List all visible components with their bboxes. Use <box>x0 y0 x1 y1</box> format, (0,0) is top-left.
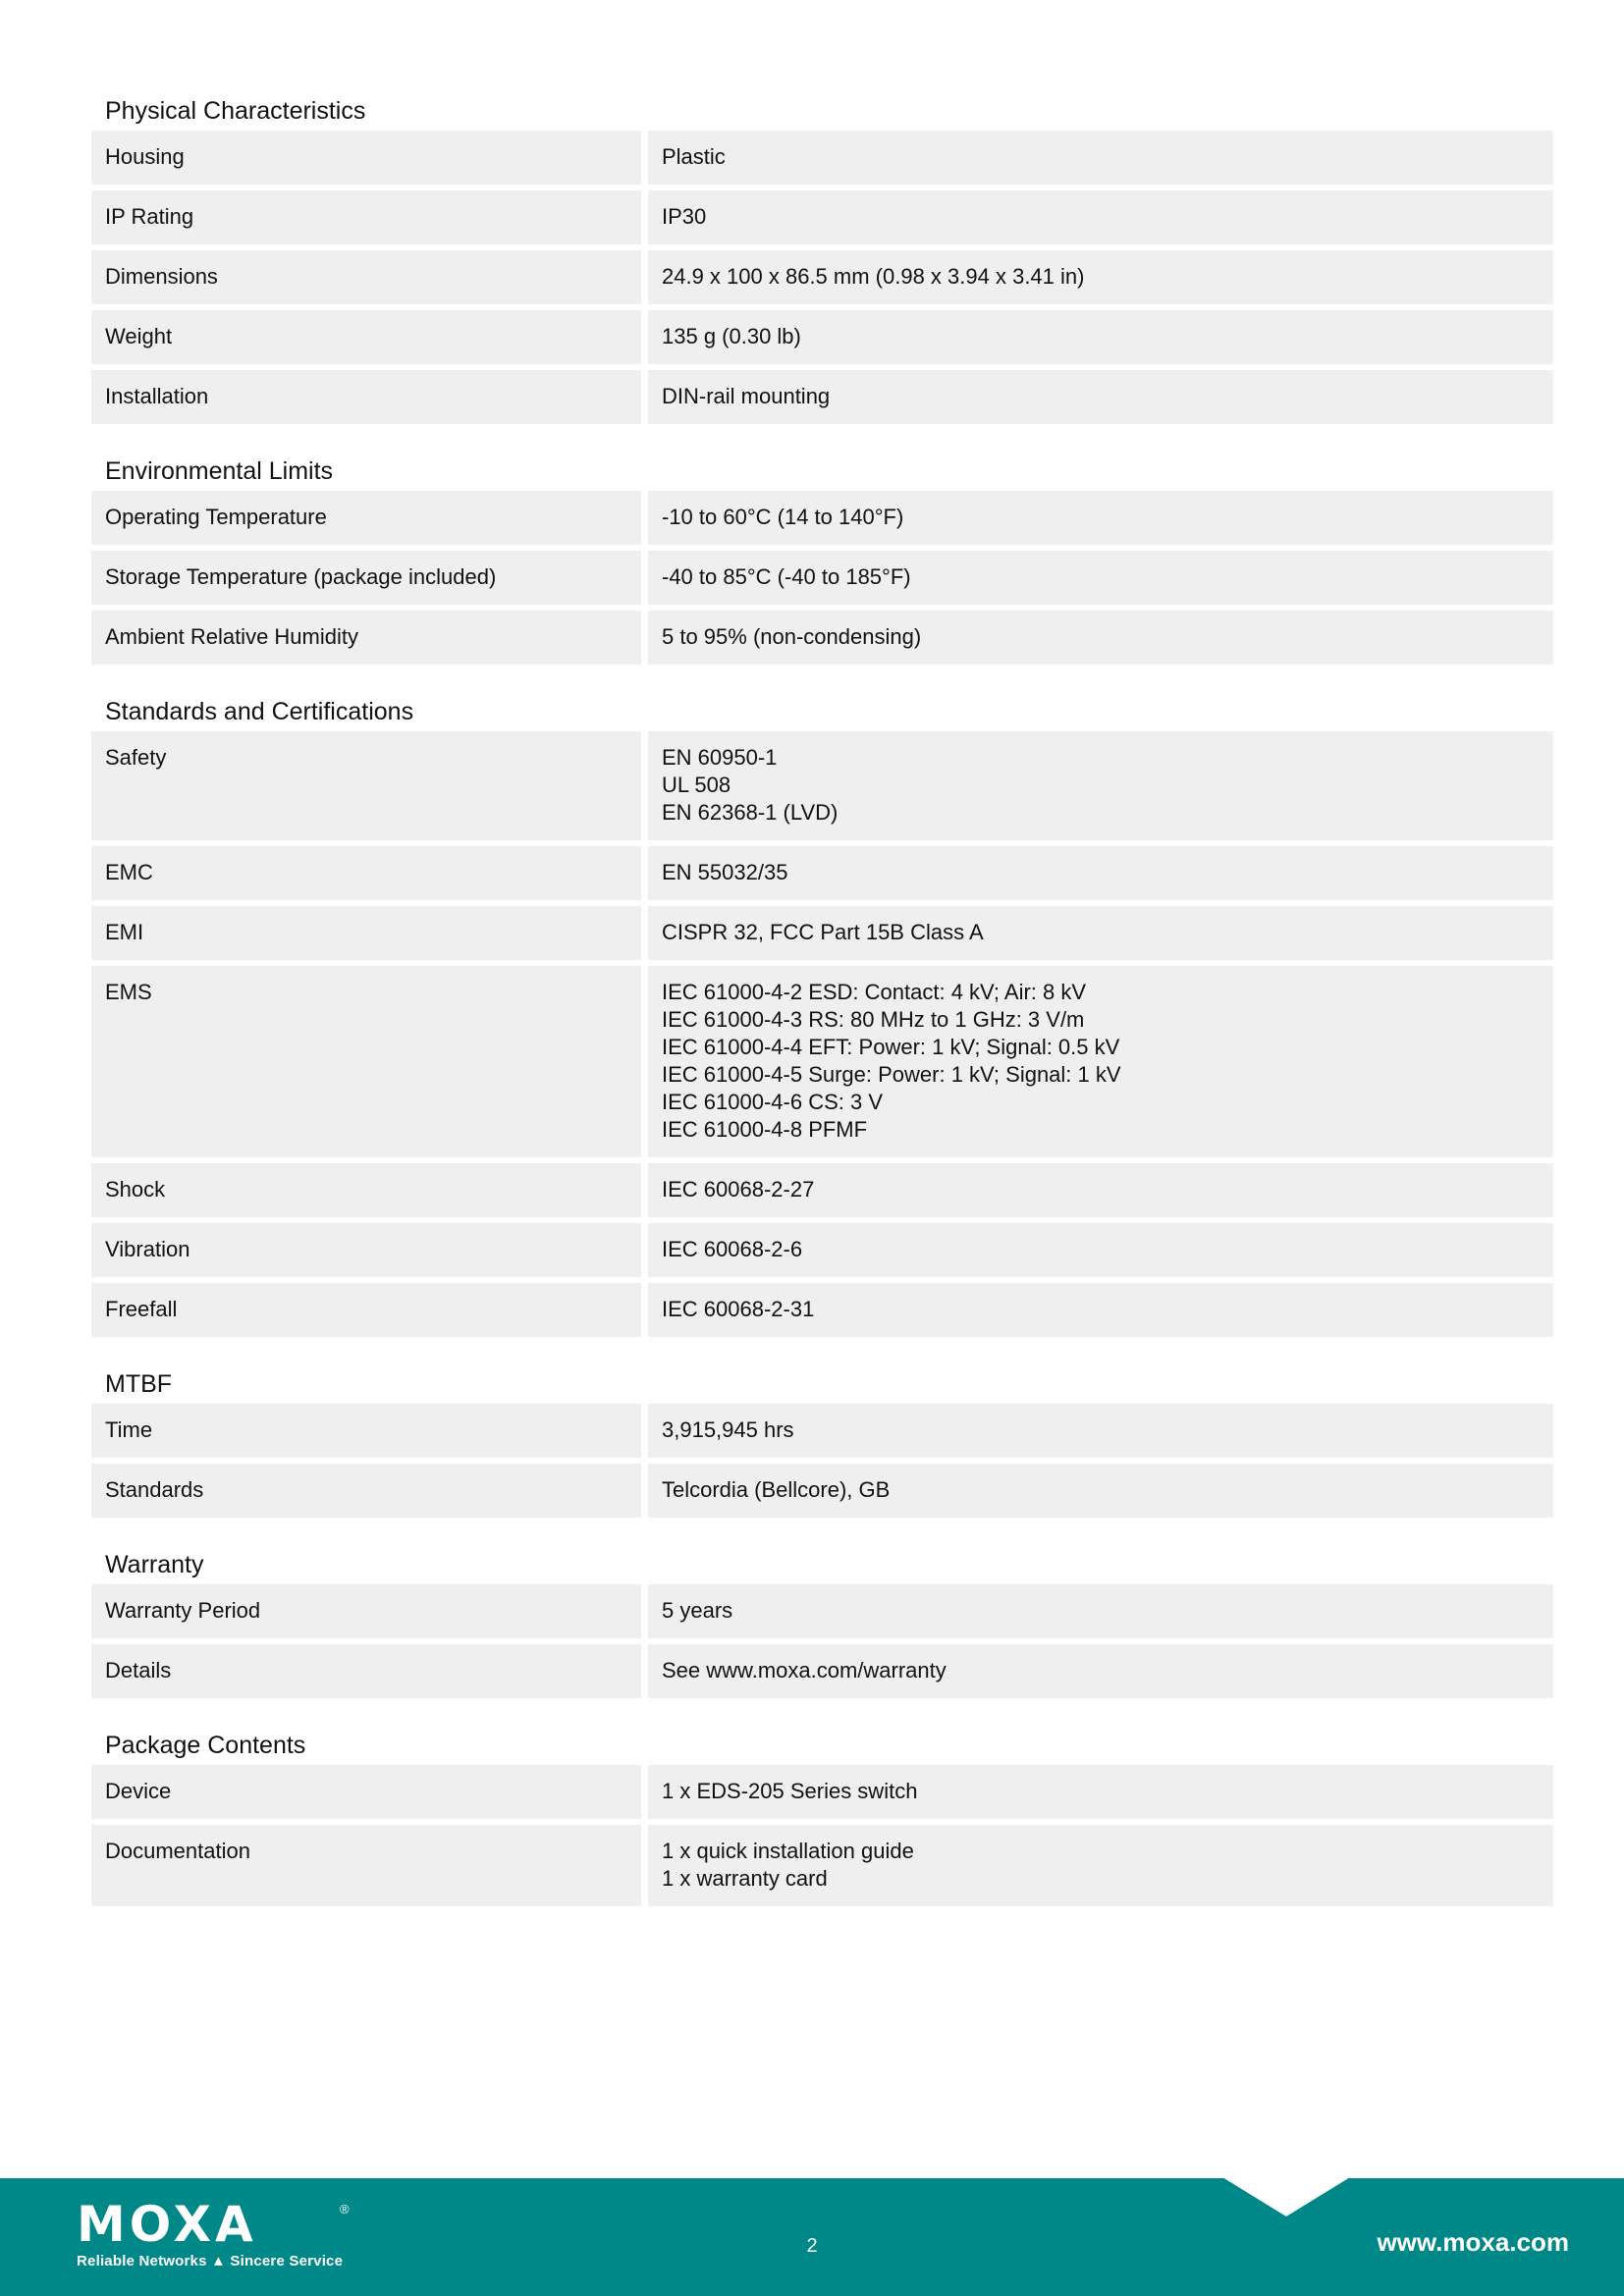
spec-value-line: Plastic <box>662 144 726 169</box>
spec-section <box>91 1728 1553 1906</box>
spec-value-line: IEC 61000-4-5 Surge: Power: 1 kV; Signal: 1 kV <box>662 1062 1121 1087</box>
spec-label: Documentation <box>91 1825 641 1906</box>
spec-section <box>91 1366 1553 1518</box>
spec-value-line: See www.moxa.com/warranty <box>662 1658 947 1682</box>
spec-value-line: IP30 <box>662 204 707 229</box>
spec-value <box>648 1283 1553 1337</box>
section-title: Environmental Limits <box>105 457 334 485</box>
section-title: Package Contents <box>105 1732 306 1759</box>
spec-value-line: Telcordia (Bellcore), GB <box>662 1477 891 1502</box>
spec-value-line: -10 to 60°C (14 to 140°F) <box>662 505 904 529</box>
spec-label: Freefall <box>91 1283 641 1337</box>
spec-row <box>91 1584 1553 1638</box>
spec-value-line: EN 55032/35 <box>662 860 788 884</box>
spec-value <box>648 966 1553 1157</box>
spec-label: Weight <box>91 310 641 364</box>
spec-label: Safety <box>91 731 641 840</box>
spec-label: Storage Temperature (package included) <box>91 551 641 605</box>
spec-row <box>91 250 1553 304</box>
spec-value <box>648 551 1553 605</box>
spec-value-line: UL 508 <box>662 773 731 797</box>
spec-section <box>91 93 1553 424</box>
spec-row <box>91 906 1553 960</box>
spec-value-line: 135 g (0.30 lb) <box>662 324 801 348</box>
section-title: Standards and Certifications <box>105 698 414 725</box>
spec-value <box>648 1464 1553 1518</box>
spec-value <box>648 1825 1553 1906</box>
spec-row <box>91 1163 1553 1217</box>
page-footer <box>0 2178 1624 2296</box>
spec-row <box>91 370 1553 424</box>
footer-notch <box>1222 2177 1350 2216</box>
spec-label: Standards <box>91 1464 641 1518</box>
spec-value <box>648 1765 1553 1819</box>
spec-value <box>648 370 1553 424</box>
spec-label: EMC <box>91 846 641 900</box>
spec-value-line: -40 to 85°C (-40 to 185°F) <box>662 564 911 589</box>
section-title: MTBF <box>105 1370 173 1398</box>
spec-row <box>91 1644 1553 1698</box>
registered-mark: ® <box>340 2202 350 2216</box>
spec-label: Time <box>91 1404 641 1458</box>
spec-label: Installation <box>91 370 641 424</box>
spec-label: Warranty Period <box>91 1584 641 1638</box>
spec-section <box>91 694 1553 1337</box>
spec-value-line: IEC 61000-4-3 RS: 80 MHz to 1 GHz: 3 V/m <box>662 1007 1085 1032</box>
spec-value <box>648 491 1553 545</box>
section-title: Physical Characteristics <box>105 97 366 125</box>
spec-value <box>648 131 1553 185</box>
spec-section <box>91 454 1553 665</box>
spec-value-line: IEC 61000-4-8 PFMF <box>662 1117 868 1142</box>
spec-row <box>91 131 1553 185</box>
spec-label: EMI <box>91 906 641 960</box>
spec-value-line: IEC 60068-2-6 <box>662 1237 803 1261</box>
spec-value-line: DIN-rail mounting <box>662 384 831 408</box>
spec-value <box>648 190 1553 244</box>
spec-value-line: 5 years <box>662 1598 733 1623</box>
spec-row <box>91 731 1553 840</box>
spec-label: Housing <box>91 131 641 185</box>
spec-value-line: 24.9 x 100 x 86.5 mm (0.98 x 3.94 x 3.41 in) <box>662 264 1085 289</box>
spec-row <box>91 310 1553 364</box>
spec-value-line: CISPR 32, FCC Part 15B Class A <box>662 920 984 944</box>
spec-row <box>91 966 1553 1157</box>
spec-value-line: EN 60950-1 <box>662 745 778 770</box>
logo-wordmark: MOXA <box>77 2196 257 2253</box>
logo-tagline: Reliable Networks ▲ Sincere Service <box>77 2253 344 2269</box>
spec-value-line: IEC 61000-4-4 EFT: Power: 1 kV; Signal: 0.5 kV <box>662 1035 1120 1059</box>
spec-value <box>648 611 1553 665</box>
spec-value-line: 1 x quick installation guide <box>662 1839 914 1863</box>
spec-value-line: 3,915,945 hrs <box>662 1417 794 1442</box>
spec-value <box>648 1404 1553 1458</box>
spec-row <box>91 611 1553 665</box>
spec-value <box>648 731 1553 840</box>
section-title: Warranty <box>105 1551 204 1578</box>
spec-value <box>648 1223 1553 1277</box>
spec-content <box>91 93 1553 1912</box>
spec-row <box>91 491 1553 545</box>
spec-value-line: 5 to 95% (non-condensing) <box>662 624 922 649</box>
spec-value-line: IEC 60068-2-27 <box>662 1177 815 1201</box>
spec-section <box>91 1547 1553 1698</box>
spec-row <box>91 551 1553 605</box>
spec-label: EMS <box>91 966 641 1157</box>
spec-value-line: IEC 61000-4-6 CS: 3 V <box>662 1090 884 1114</box>
spec-label: Operating Temperature <box>91 491 641 545</box>
spec-value <box>648 1644 1553 1698</box>
spec-value <box>648 906 1553 960</box>
spec-value <box>648 1584 1553 1638</box>
spec-value-line: IEC 60068-2-31 <box>662 1297 815 1321</box>
spec-value <box>648 846 1553 900</box>
spec-row <box>91 846 1553 900</box>
spec-value-line: 1 x warranty card <box>662 1866 828 1891</box>
spec-label: Vibration <box>91 1223 641 1277</box>
spec-row <box>91 1223 1553 1277</box>
spec-label: IP Rating <box>91 190 641 244</box>
spec-value <box>648 250 1553 304</box>
page-number: 2 <box>806 2235 818 2257</box>
spec-value-line: IEC 61000-4-2 ESD: Contact: 4 kV; Air: 8 kV <box>662 980 1087 1004</box>
spec-label: Device <box>91 1765 641 1819</box>
spec-row <box>91 1404 1553 1458</box>
spec-value <box>648 1163 1553 1217</box>
spec-row <box>91 190 1553 244</box>
spec-row <box>91 1825 1553 1906</box>
spec-label: Details <box>91 1644 641 1698</box>
spec-value-line: EN 62368-1 (LVD) <box>662 800 839 825</box>
website-link[interactable]: www.moxa.com <box>1377 2227 1569 2257</box>
spec-label: Shock <box>91 1163 641 1217</box>
spec-value-line: 1 x EDS-205 Series switch <box>662 1779 918 1803</box>
spec-label: Dimensions <box>91 250 641 304</box>
spec-row <box>91 1464 1553 1518</box>
spec-label: Ambient Relative Humidity <box>91 611 641 665</box>
spec-row <box>91 1765 1553 1819</box>
spec-value <box>648 310 1553 364</box>
spec-row <box>91 1283 1553 1337</box>
